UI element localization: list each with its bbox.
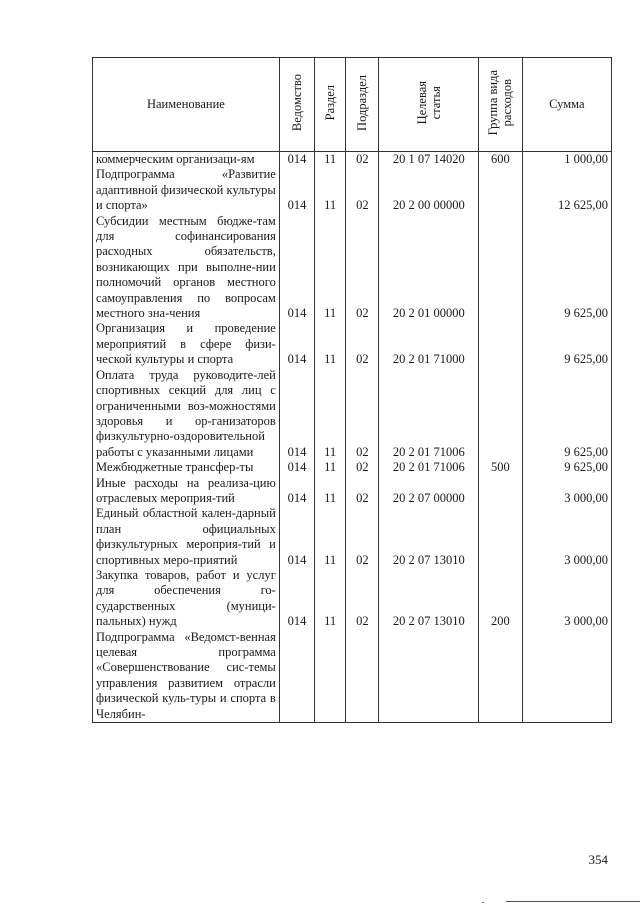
- cell-summa: 3 000,00: [522, 476, 611, 507]
- cell-celevaya-statya: 20 2 01 71006: [379, 460, 479, 475]
- table-row: [93, 476, 612, 507]
- cell-podrazdel: 02: [346, 476, 379, 507]
- cell-gruppa: [479, 476, 523, 507]
- cell-podrazdel: 02: [346, 214, 379, 322]
- cell-gruppa: [479, 321, 523, 367]
- cell-razdel: 11: [315, 568, 346, 630]
- cell-summa: 9 625,00: [522, 214, 611, 322]
- cell-summa: 3 000,00: [522, 506, 611, 568]
- footer-rule: [506, 901, 640, 902]
- table-row: [93, 460, 612, 475]
- table-row: [93, 167, 612, 213]
- table-row: [93, 368, 612, 460]
- cell-name: Закупка товаров, работ и услуг для обеспечения го-сударственных (муници-пальных) нужд: [93, 568, 280, 630]
- cell-razdel: 11: [315, 506, 346, 568]
- cell-podrazdel: 02: [346, 568, 379, 630]
- cell-celevaya-statya: 20 2 00 00000: [379, 167, 479, 213]
- header-razdel: Раздел: [315, 58, 346, 152]
- cell-summa: 12 625,00: [522, 167, 611, 213]
- cell-gruppa: [479, 214, 523, 322]
- cell-summa: [522, 630, 611, 723]
- scan-mark: [482, 902, 484, 903]
- cell-vedomstvo: 014: [279, 152, 314, 168]
- cell-vedomstvo: 014: [279, 506, 314, 568]
- cell-name: Оплата труда руководите-лей спортивных секций для лиц с ограниченными воз-можностями здоровья и ор-ганизаторов физкультурно-оздоровительной работы с указанными лицами: [93, 368, 280, 460]
- header-summa: Сумма: [522, 58, 611, 152]
- cell-name: Организация и проведение мероприятий в сфере физи-ческой культуры и спорта: [93, 321, 280, 367]
- cell-celevaya-statya: 20 2 07 13010: [379, 506, 479, 568]
- cell-vedomstvo: 014: [279, 368, 314, 460]
- cell-podrazdel: 02: [346, 152, 379, 168]
- cell-gruppa: 600: [479, 152, 523, 168]
- budget-table: [92, 57, 612, 723]
- cell-gruppa: [479, 506, 523, 568]
- cell-podrazdel: [346, 630, 379, 723]
- cell-razdel: 11: [315, 368, 346, 460]
- cell-name: Межбюджетные трансфер-ты: [93, 460, 280, 475]
- cell-gruppa: [479, 167, 523, 213]
- cell-vedomstvo: 014: [279, 214, 314, 322]
- cell-razdel: 11: [315, 214, 346, 322]
- cell-gruppa: 500: [479, 460, 523, 475]
- cell-name: коммерческим организаци-ям: [93, 152, 280, 168]
- cell-vedomstvo: 014: [279, 568, 314, 630]
- cell-summa: 9 625,00: [522, 321, 611, 367]
- page-number: 354: [588, 852, 608, 867]
- cell-vedomstvo: 014: [279, 167, 314, 213]
- table-row: [93, 321, 612, 367]
- cell-celevaya-statya: 20 2 07 13010: [379, 568, 479, 630]
- cell-razdel: 11: [315, 460, 346, 475]
- cell-name: Субсидии местным бюдже-там для софинансирования расходных обязательств, возникающих при выполне-нии полномочий органов местного самоуправления по вопросам местного зна-чения: [93, 214, 280, 322]
- cell-summa: 1 000,00: [522, 152, 611, 168]
- header-vedomstvo: Ведомство: [279, 58, 314, 152]
- cell-vedomstvo: 014: [279, 460, 314, 475]
- cell-podrazdel: 02: [346, 506, 379, 568]
- cell-name: Подпрограмма «Развитие адаптивной физической культуры и спорта»: [93, 167, 280, 213]
- table-row: [93, 214, 612, 322]
- cell-razdel: 11: [315, 167, 346, 213]
- cell-podrazdel: 02: [346, 460, 379, 475]
- cell-summa: 9 625,00: [522, 368, 611, 460]
- cell-vedomstvo: 014: [279, 476, 314, 507]
- table-body: [93, 152, 612, 723]
- cell-razdel: 11: [315, 152, 346, 168]
- cell-name: Единый областной кален-дарный план официальных физкультурных мероприя-тий и спортивных меро-приятий: [93, 506, 280, 568]
- table-header-row: [93, 58, 612, 152]
- cell-name: Подпрограмма «Ведомст-венная целевая программа «Совершенствование сис-темы управления развитием отрасли физической куль-туры и спорта в Челябин-: [93, 630, 280, 723]
- cell-celevaya-statya: [379, 630, 479, 723]
- cell-celevaya-statya: 20 2 01 00000: [379, 214, 479, 322]
- cell-vedomstvo: 014: [279, 321, 314, 367]
- header-name: Наименование: [93, 58, 280, 152]
- cell-podrazdel: 02: [346, 368, 379, 460]
- header-podrazdel: Подраздел: [346, 58, 379, 152]
- cell-summa: 3 000,00: [522, 568, 611, 630]
- cell-podrazdel: 02: [346, 321, 379, 367]
- cell-gruppa: 200: [479, 568, 523, 630]
- table-row: [93, 152, 612, 168]
- table-row: [93, 506, 612, 568]
- cell-celevaya-statya: 20 2 01 71000: [379, 321, 479, 367]
- cell-summa: 9 625,00: [522, 460, 611, 475]
- cell-celevaya-statya: 20 2 01 71006: [379, 368, 479, 460]
- cell-name: Иные расходы на реализа-цию отраслевых мероприя-тий: [93, 476, 280, 507]
- cell-vedomstvo: [279, 630, 314, 723]
- cell-gruppa: [479, 368, 523, 460]
- table-row: [93, 568, 612, 630]
- cell-razdel: 11: [315, 321, 346, 367]
- cell-razdel: 11: [315, 476, 346, 507]
- cell-razdel: [315, 630, 346, 723]
- header-gruppa-vida-rashodov: Группа вида расходов: [479, 58, 523, 152]
- cell-gruppa: [479, 630, 523, 723]
- cell-celevaya-statya: 20 2 07 00000: [379, 476, 479, 507]
- cell-celevaya-statya: 20 1 07 14020: [379, 152, 479, 168]
- header-celevaya-statya: Целевая статья: [379, 58, 479, 152]
- table-row: [93, 630, 612, 723]
- cell-podrazdel: 02: [346, 167, 379, 213]
